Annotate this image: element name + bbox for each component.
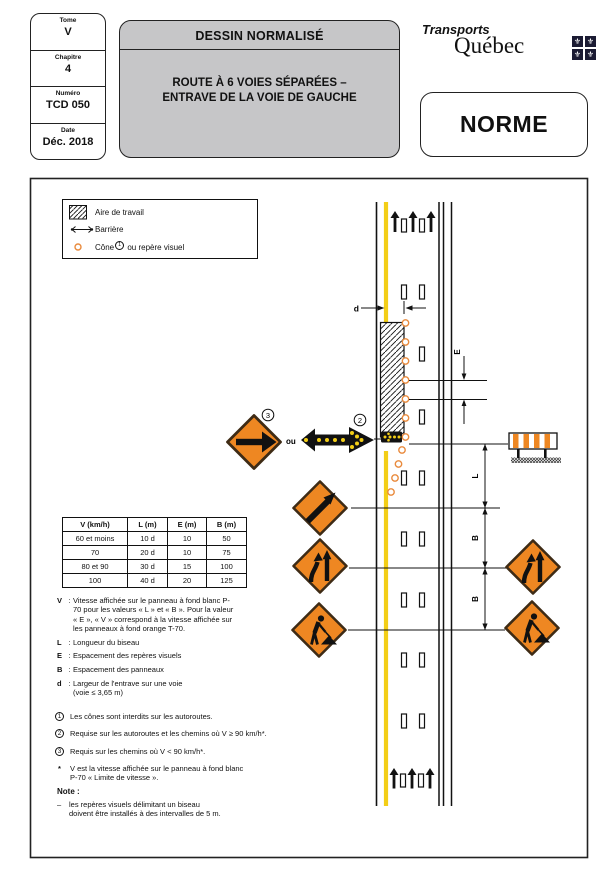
col-header-l: L (m) <box>128 518 168 532</box>
cell: 10 <box>168 546 207 560</box>
info-value: V <box>64 26 72 38</box>
footnote-3 <box>55 747 355 756</box>
note-section <box>57 787 307 819</box>
norme-label: NORME <box>459 111 549 137</box>
lane-direction-arrows-top <box>391 211 436 232</box>
table-row <box>63 560 247 574</box>
footnote-2-marker: 2 <box>55 729 64 738</box>
fleur-de-lis-icon: ⚜ <box>586 37 595 46</box>
info-value: TCD 050 <box>45 99 91 111</box>
footnote-text: V est la vitesse affichée sur le panneau à fond blanc P-70 « Limite de vitesse ». <box>70 763 244 783</box>
definition-L <box>57 638 292 647</box>
note-text: les repères visuels délimitant un biseau doivent être installés à des intervalles de 5 m. <box>69 800 221 819</box>
cone-label-pre: Cône <box>95 243 115 252</box>
cell: 20 <box>168 574 207 588</box>
sign-workers-left <box>293 604 346 657</box>
cell: 75 <box>207 546 247 560</box>
definition-text: Espacement des repères visuels <box>73 651 182 661</box>
colon: : <box>68 596 71 605</box>
sign-lane-merge-left <box>294 540 347 593</box>
work-area <box>381 323 405 438</box>
fleur-de-lis-icon: ⚜ <box>573 37 582 46</box>
fleur-de-lis-icon: ⚜ <box>586 50 595 59</box>
cell: 100 <box>207 560 247 574</box>
info-label: Tome <box>59 17 77 24</box>
table-row <box>63 546 247 560</box>
definition-term: E <box>57 651 63 661</box>
definition-term: V <box>57 596 63 605</box>
ref-3-badge <box>262 409 274 421</box>
footnote-1-marker: 1 <box>55 712 64 721</box>
footnote-1-superscript: 1 <box>115 241 124 250</box>
definition-term: B <box>57 665 63 675</box>
cell: 40 d <box>128 574 168 588</box>
footnote-star-marker: * <box>58 763 61 773</box>
definitions-list <box>57 596 292 702</box>
note-item <box>57 800 307 819</box>
definition-text: Vitesse affichée sur le panneau à fond blanc P-70 pour les valeurs « L » et « B ». Pour la valeur « E », « V » correspond à la vitesse affichée sur les panneaux à fond orange T-70. <box>73 596 234 633</box>
definition-text-line2: (voie ≤ 3,65 m) <box>73 688 123 698</box>
table-header-row <box>63 518 247 532</box>
lane-direction-arrows-bottom <box>390 768 435 789</box>
logo-transports-text: Transports <box>422 22 490 37</box>
col-header-v: V (km/h) <box>63 518 128 532</box>
arrow-board-small <box>381 432 402 443</box>
cell: 30 d <box>128 560 168 574</box>
sign-diagonal-arrow-left <box>294 482 347 535</box>
col-header-b: B (m) <box>207 518 247 532</box>
legend-item-cone <box>69 239 251 254</box>
cell: 10 d <box>128 532 168 546</box>
footnote-text: Requis sur les chemins où V < 90 km/h*. <box>70 746 206 756</box>
dimension-E-label: E <box>453 349 462 355</box>
dimension-d <box>354 301 426 314</box>
barrier-ground-hatch <box>511 458 561 464</box>
col-header-e: E (m) <box>168 518 207 532</box>
definition-term: L <box>57 637 62 647</box>
cone-label-post: ou repère visuel <box>127 243 185 252</box>
cell: 100 <box>63 574 128 588</box>
definition-text <box>73 679 235 698</box>
note-title: Note : <box>57 787 80 796</box>
cell: 20 d <box>128 546 168 560</box>
info-value: Déc. 2018 <box>42 135 94 148</box>
colon: : <box>68 665 71 675</box>
cell: 125 <box>207 574 247 588</box>
connector-lines <box>348 439 508 630</box>
ref-3-number: 3 <box>265 410 271 420</box>
cell: 50 <box>207 532 247 546</box>
footnote-3-marker: 3 <box>55 747 64 756</box>
sign-workers-right <box>506 602 559 655</box>
definition-d <box>57 679 292 698</box>
drawing-title-line2: ENTRAVE DE LA VOIE DE GAUCHE <box>162 92 357 104</box>
fleur-de-lis-icon: ⚜ <box>573 50 582 59</box>
definition-text: Espacement des panneaux <box>73 665 164 675</box>
footnote-2 <box>55 729 355 738</box>
barrier-drawing <box>509 433 561 463</box>
info-label: Date <box>60 126 76 134</box>
legend-item-work-area <box>69 205 251 220</box>
footnote-text: Requise sur les autoroutes et les chemins où V ≥ 90 km/h*. <box>70 729 267 739</box>
sign-keep-right-arrow <box>228 416 281 469</box>
dimension-L-label: L <box>471 473 480 479</box>
colon: : <box>68 651 71 661</box>
footnote-1 <box>55 712 355 721</box>
ref-2-badge <box>354 414 366 426</box>
footnote-text: Les cônes sont interdits sur les autoroutes. <box>70 712 213 721</box>
cell: 80 et 90 <box>63 560 128 574</box>
definition-V <box>57 596 292 633</box>
cell: 60 et moins <box>63 532 128 546</box>
sign-lane-merge-right <box>507 541 560 594</box>
ou-label: ou <box>286 437 296 446</box>
legend-label: Aire de travail <box>95 208 144 217</box>
colon: : <box>68 637 71 647</box>
colon: : <box>68 679 71 689</box>
work-area-hatch-icon <box>69 205 95 220</box>
dimension-chain-LBB <box>471 444 488 630</box>
cone-icon <box>69 242 95 252</box>
document-type-title: DESSIN NORMALISÉ <box>120 21 399 50</box>
legend <box>62 199 258 259</box>
info-label: Chapitre <box>54 53 82 61</box>
definition-term: d <box>57 679 62 689</box>
dimension-B-label: B <box>471 535 480 541</box>
definition-text-line1: Largeur de l'entrave sur une voie <box>73 679 183 689</box>
drawing-title-line1: ROUTE À 6 VOIES SÉPARÉES – <box>172 77 347 89</box>
speed-spacing-table <box>62 517 247 588</box>
footnote-star <box>55 764 355 783</box>
table-row <box>63 574 247 588</box>
definition-text: Longueur du biseau <box>73 637 140 647</box>
dimension-d-label: d <box>353 303 359 314</box>
cell: 15 <box>168 560 207 574</box>
definition-E <box>57 651 292 660</box>
ref-2-number: 2 <box>357 415 363 425</box>
barrier-icon <box>69 224 95 235</box>
cell: 10 <box>168 532 207 546</box>
logo-quebec-text: Québec <box>454 33 525 58</box>
legend-label: Barrière <box>95 225 124 234</box>
legend-item-barrier <box>69 222 251 237</box>
info-value: 4 <box>64 62 72 75</box>
table-row <box>63 532 247 546</box>
cell: 70 <box>63 546 128 560</box>
note-bullet: – <box>57 800 62 809</box>
legend-label <box>95 241 184 252</box>
road <box>377 202 452 806</box>
arrow-board <box>301 427 374 453</box>
definition-B <box>57 665 292 674</box>
footnotes-list <box>55 712 355 790</box>
info-label: Numéro <box>55 90 81 97</box>
dimension-B-label: B <box>471 596 480 602</box>
